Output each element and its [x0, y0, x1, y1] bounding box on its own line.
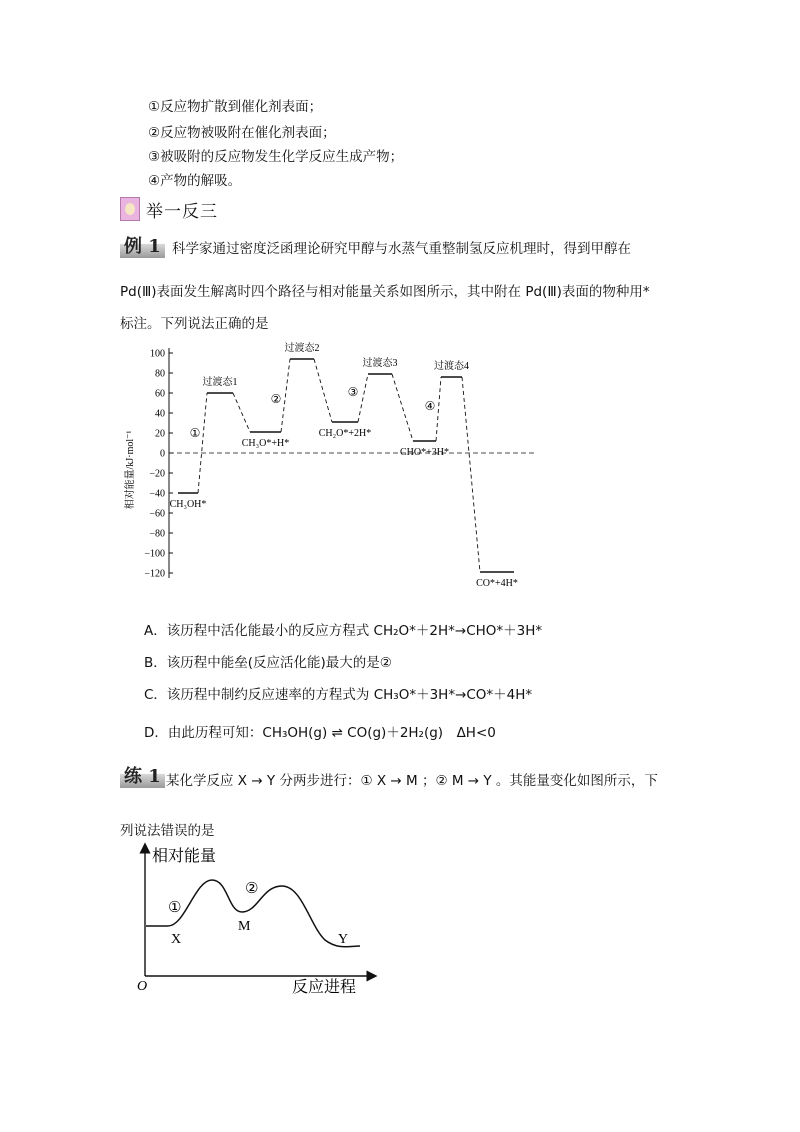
energy-level-label: CH₂O*+2H* [318, 428, 372, 439]
step-marker: ④ [424, 399, 436, 413]
y-tick-label: −100 [144, 548, 165, 560]
y-tick-label: −80 [149, 528, 165, 540]
y-tick-label: 80 [155, 368, 165, 380]
energy-level-label: CH₃O*+H* [241, 438, 290, 449]
option-d: D．由此历程可知：CH₃OH(g) ⇌ CO(g)＋2H₂(g) ΔH<0 [144, 725, 496, 741]
diagram-label-m: M [238, 919, 251, 934]
practice-line-2: 列说法错误的是 [120, 823, 215, 839]
example-tag: 例 1 [120, 236, 165, 258]
step-marker: ③ [347, 385, 359, 399]
step-marker: ② [270, 392, 282, 406]
energy-level-label: CO*+4H* [476, 578, 518, 589]
energy-level-label: CH₃OH* [169, 499, 207, 510]
y-tick-label: −40 [149, 488, 165, 500]
example-line-2: Pd(Ⅲ)表面发生解离时四个路径与相对能量关系如图所示，其中附在 Pd(Ⅲ)表面的物种用* [120, 284, 650, 300]
y-tick-label: 40 [155, 408, 165, 420]
diagram-x-label: 反应进程 [292, 977, 357, 996]
chart-y-axis-label: 相对能量/kJ·mol⁻¹ [125, 430, 136, 510]
energy-level-label: 过渡态4 [434, 361, 469, 372]
connector-line [462, 377, 480, 572]
step-1-text: ①反应物扩散到催化剂表面； [148, 99, 323, 115]
energy-level-label: CHO*+3H* [400, 447, 449, 458]
example-line-3: 标注。下列说法正确的是 [120, 316, 269, 332]
connector-line [281, 359, 290, 432]
connector-line [436, 377, 441, 441]
practice-line-1: 某化学反应 X → Y 分两步进行：① X → M ；② M → Y 。其能量变化如图所示，下 [166, 773, 658, 789]
y-tick-label: −60 [149, 508, 165, 520]
energy-level-label: 过渡态3 [362, 358, 398, 369]
energy-level-label: 过渡态2 [284, 343, 320, 354]
connector-line [392, 374, 413, 441]
option-a: A．该历程中活化能最小的反应方程式 CH₂O*＋2H*→CHO*＋3H* [144, 623, 543, 639]
step-3-text: ③被吸附的反应物发生化学反应生成产物； [148, 149, 404, 165]
connector-line [314, 359, 332, 422]
energy-profile-chart [118, 338, 548, 592]
connector-line [198, 393, 207, 493]
option-c: C．该历程中制约反应速率的方程式为 CH₃O*＋3H*→CO*＋4H* [144, 687, 533, 703]
energy-curve-diagram [130, 838, 380, 1000]
diagram-label-x: X [171, 932, 182, 947]
diagram-y-label: 相对能量 [152, 846, 217, 865]
step-2-text: ②反应物被吸附在催化剂表面； [148, 125, 336, 141]
practice-tag: 练 1 [120, 766, 165, 788]
connector-line [233, 393, 250, 432]
y-tick-label: 0 [160, 448, 165, 460]
option-b: B．该历程中能垒(反应活化能)最大的是② [144, 655, 392, 671]
y-tick-label: 100 [150, 348, 165, 360]
diagram-step-2: ② [245, 879, 259, 897]
y-tick-label: −20 [149, 468, 165, 480]
y-tick-label: −120 [144, 568, 165, 580]
energy-level-label: 过渡态1 [202, 377, 238, 388]
example-line-1: 科学家通过密度泛函理论研究甲醇与水蒸气重整制氢反应机理时，得到甲醇在 [172, 241, 631, 257]
connector-line [358, 374, 368, 422]
y-tick-label: 20 [155, 428, 165, 440]
step-4-text: ④产物的解吸。 [148, 173, 242, 189]
diagram-origin: O [137, 979, 148, 994]
y-tick-label: 60 [155, 388, 165, 400]
banner-title: 举一反三 [146, 201, 218, 222]
diagram-label-y: Y [338, 932, 349, 947]
diagram-step-1: ① [168, 898, 182, 916]
section-banner [120, 196, 218, 222]
book-icon [120, 197, 140, 221]
step-marker: ① [189, 426, 201, 440]
